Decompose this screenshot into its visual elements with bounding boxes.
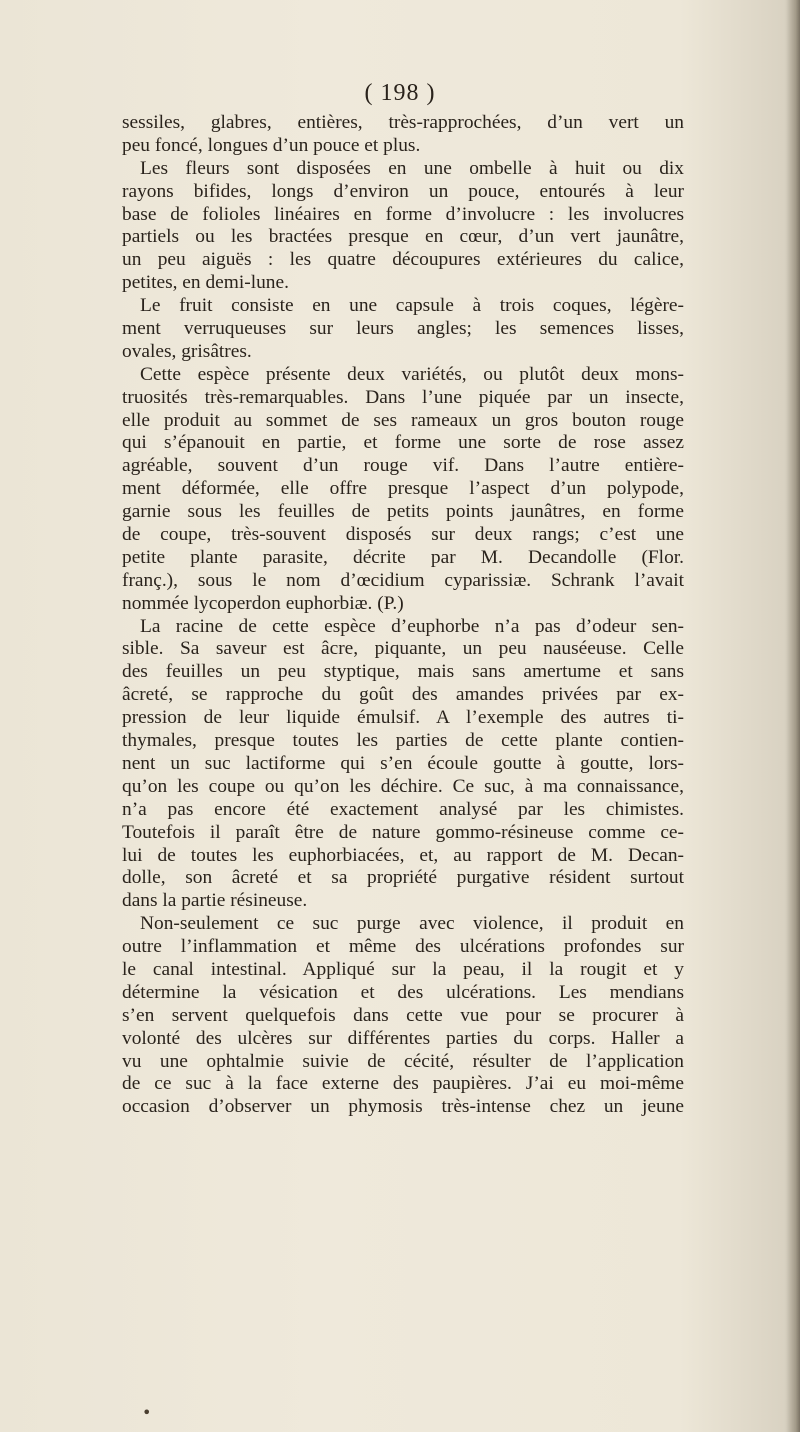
text-line: s’en servent quelquefois dans cette vue pour se procurer à xyxy=(122,1004,684,1026)
text-line: qu’on les coupe ou qu’on les déchire. Ce suc, à ma connaissance, xyxy=(122,775,684,797)
text-line: occasion d’observer un phymosis très-intense chez un jeune xyxy=(122,1096,684,1118)
text-line: Cette espèce présente deux variétés, ou plutôt deux mons- xyxy=(140,363,684,385)
text-line: thymales, presque toutes les parties de cette plante contien- xyxy=(122,730,684,752)
text-line: dans la partie résineuse. xyxy=(122,890,308,912)
text-line: sible. Sa saveur est âcre, piquante, un peu nauséeuse. Celle xyxy=(122,638,684,660)
text-line: pression de leur liquide émulsif. A l’exemple des autres ti- xyxy=(122,707,684,729)
text-line: nent un suc lactiforme qui s’en écoule goutte à goutte, lors- xyxy=(122,752,684,774)
ink-mark: • xyxy=(142,1403,152,1422)
text-line: vu une ophtalmie suivie de cécité, résulter de l’application xyxy=(122,1050,684,1072)
text-line: Toutefois il paraît être de nature gommo-résineuse comme ce- xyxy=(122,821,684,843)
text-line: Non-seulement ce suc purge avec violence, il produit en xyxy=(140,913,684,935)
text-line: petites, en demi-lune. xyxy=(122,272,289,294)
text-line: lui de toutes les euphorbiacées, et, au rapport de M. Decan- xyxy=(122,844,684,866)
text-line: ment déformée, elle offre presque l’aspect d’un polypode, xyxy=(122,478,684,500)
text-line: Les fleurs sont disposées en une ombelle à huit ou dix xyxy=(140,157,684,179)
text-line: garnie sous les feuilles de petits points jaunâtres, en forme xyxy=(122,501,684,523)
text-line: outre l’inflammation et même des ulcérations profondes sur xyxy=(122,936,684,958)
text-line: rayons bifides, longs d’environ un pouce, entourés à leur xyxy=(122,180,684,202)
text-line: truosités très-remarquables. Dans l’une piquée par un insecte, xyxy=(122,386,684,408)
text-line: qui s’épanouit en partie, et forme une sorte de rose assez xyxy=(122,432,684,454)
text-line: de coupe, très-souvent disposés sur deux rangs; c’est une xyxy=(122,524,684,546)
page-edge-shadow xyxy=(786,0,800,1432)
text-line: Le fruit consiste en une capsule à trois coques, légère- xyxy=(140,295,684,317)
page-number: ( 198 ) xyxy=(364,80,436,106)
text-line: volonté des ulcères sur différentes parties du corps. Haller a xyxy=(122,1027,684,1049)
text-line: sessiles, glabres, entières, très-rapprochées, d’un vert un xyxy=(122,112,684,133)
text-line: agréable, souvent d’un rouge vif. Dans l’autre entière- xyxy=(122,455,684,477)
text-line: ment verruqueuses sur leurs angles; les semences lisses, xyxy=(122,318,684,340)
text-line: de ce suc à la face externe des paupières. J’ai eu moi-même xyxy=(122,1073,684,1095)
text-line: âcreté, se rapproche du goût des amandes privées par ex- xyxy=(122,684,684,706)
text-line: ovales, grisâtres. xyxy=(122,340,252,362)
body-text xyxy=(122,112,684,1119)
text-line: petite plante parasite, décrite par M. Decandolle (Flor. xyxy=(122,546,684,568)
text-line: elle produit au sommet de ses rameaux un gros bouton rouge xyxy=(122,409,684,431)
text-line: nommée lycoperdon euphorbiæ. (P.) xyxy=(122,592,404,614)
text-line: détermine la vésication et des ulcérations. Les mendians xyxy=(122,981,684,1003)
text-line: base de folioles linéaires en forme d’involucre : les involucres xyxy=(122,203,684,225)
text-line: La racine de cette espèce d’euphorbe n’a pas d’odeur sen- xyxy=(140,615,684,637)
text-line: peu foncé, longues d’un pouce et plus. xyxy=(122,134,421,156)
text-line: un peu aiguës : les quatre découpures extérieures du calice, xyxy=(122,249,684,271)
text-line: n’a pas encore été exactement analysé par les chimistes. xyxy=(122,798,684,820)
text-line: des feuilles un peu styptique, mais sans amertume et sans xyxy=(122,661,684,683)
text-line: le canal intestinal. Appliqué sur la peau, il la rougit et y xyxy=(122,958,684,980)
text-line: franç.), sous le nom d’œcidium cyparissiæ. Schrank l’avait xyxy=(122,569,684,591)
text-line: partiels ou les bractées presque en cœur, d’un vert jaunâtre, xyxy=(122,226,684,248)
text-line: dolle, son âcreté et sa propriété purgative résident surtout xyxy=(122,867,684,889)
